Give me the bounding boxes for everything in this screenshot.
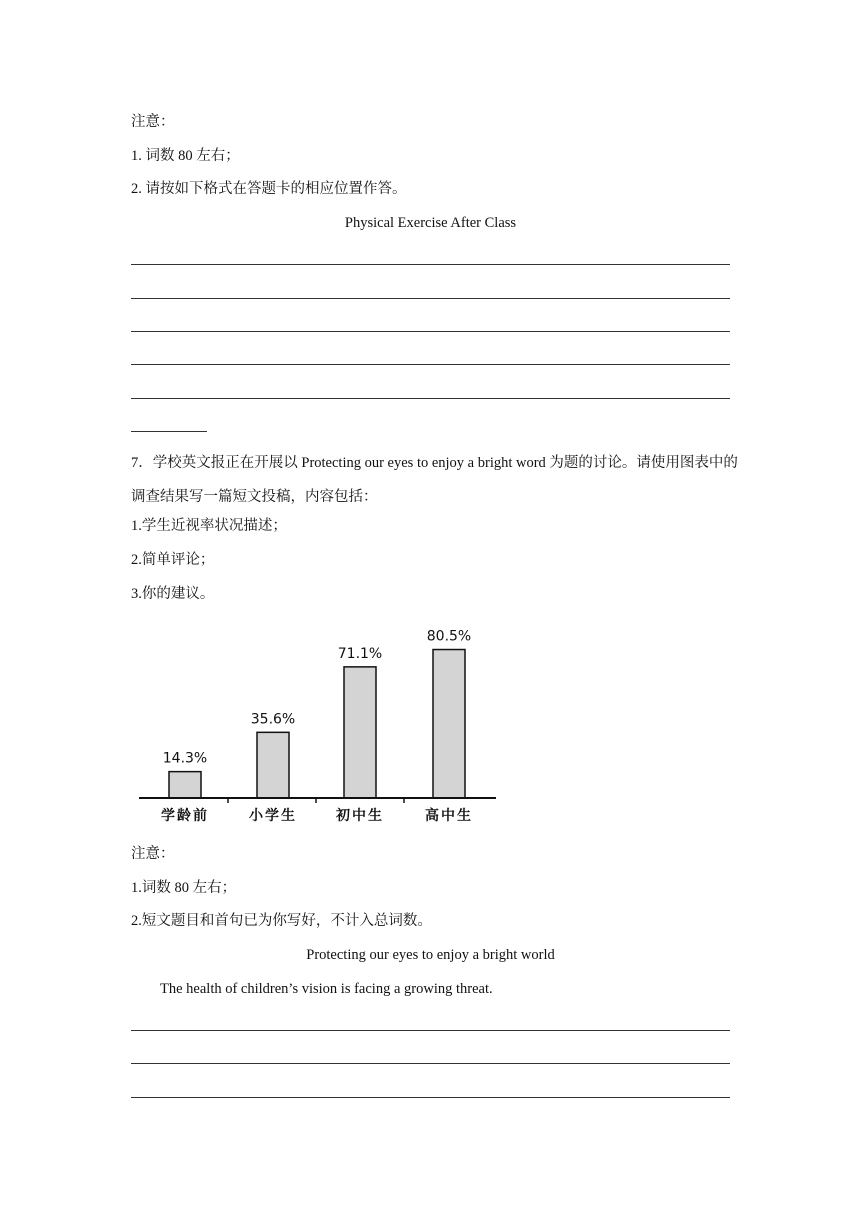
answer-line <box>131 298 730 299</box>
answer-line-short <box>131 431 207 432</box>
note-label: 注意： <box>131 114 175 130</box>
chart-category-label: 高中生 <box>425 808 473 824</box>
answer-line <box>131 1030 730 1031</box>
note-item-format: 2. 请按如下格式在答题卡的相应位置作答。 <box>131 181 407 197</box>
chart-bar <box>169 772 201 798</box>
essay-title-2: Protecting our eyes to enjoy a bright world <box>306 947 555 963</box>
chart-category-label: 学龄前 <box>161 808 209 824</box>
chart-bar <box>344 667 376 798</box>
chart-bar <box>433 650 465 798</box>
chart-value-label: 80.5% <box>426 628 472 645</box>
myopia-bar-chart <box>131 614 511 834</box>
answer-line <box>131 398 730 399</box>
note-item-word-count: 1. 词数 80 左右； <box>131 148 240 164</box>
note-item-title-given: 2.短文题目和首句已为你写好，不计入总词数。 <box>131 913 432 929</box>
answer-line <box>131 264 730 265</box>
answer-line <box>131 1097 730 1098</box>
question-7-item: 3.你的建议。 <box>131 586 215 602</box>
chart-bar <box>257 732 289 798</box>
essay-first-sentence: The health of children’s vision is facing a growing threat. <box>160 981 493 997</box>
question-7-item: 2.简单评论； <box>131 552 215 568</box>
question-7-item: 1.学生近视率状况描述； <box>131 518 287 534</box>
essay-title-1: Physical Exercise After Class <box>344 215 517 231</box>
question-7-prompt: 7．学校英文报正在开展以 Protecting our eyes to enjoy a bright word 为题的讨论。请使用图表中的调查结果写一篇短文投稿，内容包括： <box>131 455 738 505</box>
chart-category-label: 小学生 <box>249 808 297 824</box>
chart-value-label: 71.1% <box>337 645 383 662</box>
note-item-word-count-2: 1.词数 80 左右； <box>131 880 237 896</box>
answer-line <box>131 331 730 332</box>
chart-value-label: 35.6% <box>250 711 296 728</box>
chart-value-label: 14.3% <box>162 750 208 767</box>
note-label-2: 注意： <box>131 846 175 862</box>
chart-category-label: 初中生 <box>336 808 384 824</box>
answer-line <box>131 364 730 365</box>
answer-line <box>131 1063 730 1064</box>
